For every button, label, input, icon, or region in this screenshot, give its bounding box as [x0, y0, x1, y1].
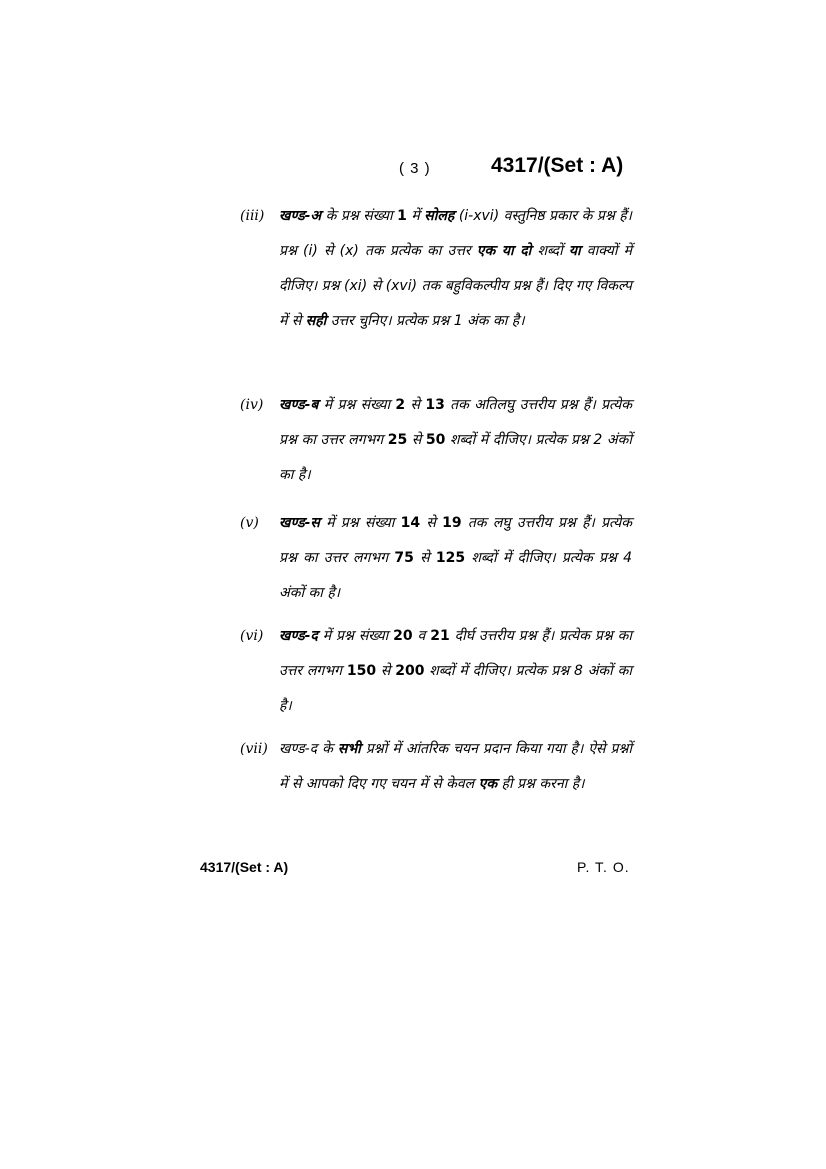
emphasis-text: खण्ड-द [279, 628, 318, 644]
instruction-segment: शब्दों में दीजिए। प्रत्येक प्रश्न 8 अंकों का है। [279, 663, 632, 714]
emphasis-text: 25 [387, 432, 408, 448]
instruction-number: (iii) [240, 208, 265, 224]
page-number: ( 3 ) [399, 160, 431, 177]
instruction-segment: में [406, 208, 425, 224]
emphasis-text: 13 [425, 397, 445, 413]
instruction-segment: में प्रश्न संख्या [319, 515, 401, 531]
instruction-vii [240, 732, 632, 802]
instruction-segment: में प्रश्न संख्या [317, 628, 394, 644]
instruction-number: (v) [240, 515, 259, 531]
emphasis-text: एक या दो [476, 243, 532, 259]
instruction-segment: उत्तर चुनिए। प्रत्येक प्रश्न 1 अंक का है। [326, 313, 525, 329]
instruction-text [279, 732, 632, 802]
emphasis-text: 75 [394, 550, 414, 566]
instruction-segment: से [413, 550, 436, 566]
instruction-segment: वाक्यों में दीजिए। प्रश्न (xi) से (xvi) तक बहुविकल्पीय प्रश्न हैं। दिए गए विकल्प में से [279, 243, 632, 329]
instruction-segment: शब्दों में दीजिए। प्रत्येक प्रश्न 4 अंकों का है। [279, 550, 632, 601]
instruction-segment: तक अतिलघु उत्तरीय प्रश्न हैं। प्रत्येक प्रश्न का उत्तर लगभग [279, 397, 632, 448]
emphasis-text: खण्ड-अ [279, 208, 322, 224]
instruction-segment: ही प्रश्न करना है। [497, 776, 585, 792]
emphasis-text: खण्ड-ब [279, 397, 319, 413]
instruction-segment: तक लघु उत्तरीय प्रश्न हैं। प्रत्येक प्रश्न का उत्तर लगभग [279, 515, 632, 566]
instruction-iv [240, 388, 632, 493]
emphasis-text: 200 [395, 663, 425, 679]
emphasis-text: सही [305, 313, 327, 329]
emphasis-text: 19 [442, 515, 462, 531]
instruction-segment: के प्रश्न संख्या [321, 208, 398, 224]
instruction-number: (iv) [240, 397, 264, 413]
emphasis-text: एक [478, 776, 498, 792]
emphasis-text: 50 [425, 432, 446, 448]
instruction-text [279, 506, 632, 611]
paper-code-header: 4317/(Set : A) [491, 154, 624, 177]
instruction-segment: खण्ड-द के [279, 741, 338, 757]
instruction-v [240, 506, 632, 611]
instruction-segment: से [405, 397, 426, 413]
emphasis-text: 1 [397, 208, 407, 224]
emphasis-text: 150 [346, 663, 377, 679]
instruction-segment: व [412, 628, 431, 644]
instruction-segment: (i-xvi) वस्तुनिष्ठ प्रकार के प्रश्न हैं। प्रश्न (i) से (x) तक प्रत्येक का उत्तर [279, 208, 632, 259]
instruction-segment: शब्दों में दीजिए। प्रत्येक प्रश्न 2 अंकों का है। [279, 432, 632, 483]
instruction-segment: दीर्घ उत्तरीय प्रश्न हैं। प्रत्येक प्रश्न का उत्तर लगभग [279, 628, 633, 679]
instruction-segment: में प्रश्न संख्या [318, 397, 396, 413]
emphasis-text: या [568, 243, 581, 259]
instruction-segment: से [376, 663, 396, 679]
instruction-number: (vi) [240, 628, 264, 644]
instruction-segment: प्रश्नों में आंतरिक चयन प्रदान किया गया है। ऐसे प्रश्नों में से आपको दिए गए चयन में से केवल [279, 741, 632, 792]
emphasis-text: 125 [435, 550, 466, 566]
instruction-segment: से [407, 432, 426, 448]
paper-code-footer: 4317/(Set : A) [200, 859, 289, 875]
emphasis-text: सभी [337, 741, 361, 757]
instruction-text [279, 199, 632, 339]
instruction-number: (vii) [240, 741, 268, 757]
instruction-vi [240, 619, 632, 724]
emphasis-text: खण्ड-स [279, 515, 320, 531]
pto-label: P. T. O. [577, 859, 630, 875]
emphasis-text: 2 [395, 397, 406, 413]
instruction-text [279, 619, 632, 724]
emphasis-text: 21 [430, 628, 450, 644]
emphasis-text: सोलह [424, 208, 455, 224]
emphasis-text: 14 [400, 515, 421, 531]
instruction-segment: से [420, 515, 443, 531]
instruction-iii [240, 199, 632, 339]
instruction-segment: शब्दों [531, 243, 569, 259]
emphasis-text: 20 [393, 628, 413, 644]
instruction-text [279, 388, 632, 493]
